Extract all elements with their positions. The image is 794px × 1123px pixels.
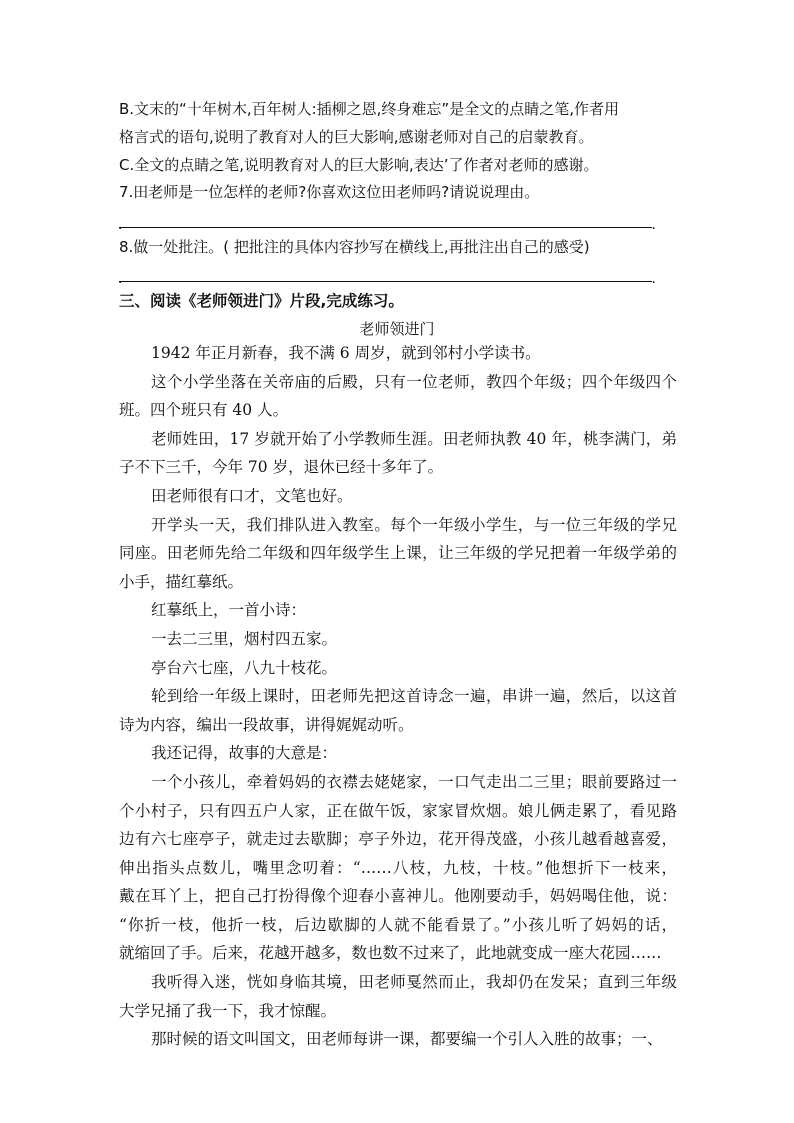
question-7: 7.田老师是一位怎样的老师?你喜欢这位田老师吗?请说说理由。 xyxy=(119,183,540,201)
passage-line: 同座。田老师先给二年级和四年级学生上课，让三年级的学兄把着一年级学弟的 xyxy=(119,544,677,563)
passage-line: 个小村子，只有四五户人家，正在做午饭，家家冒炊烟。娘儿俩走累了，看见路 xyxy=(119,801,677,820)
passage-line: 开学头一天，我们排队进入教室。每个一年级小学生，与一位三年级的学兄 xyxy=(151,515,677,534)
answer-line-dot-right: . xyxy=(651,271,656,287)
passage-line: 亭台六七座，八九十枝花。 xyxy=(151,658,338,677)
passage-line: 小手，描红摹纸。 xyxy=(119,572,244,591)
passage-line: 一个小孩儿，牵着妈妈的衣襟去姥姥家，一口气走出二三里；眼前要路过一 xyxy=(151,772,677,791)
answer-line-dot-right: . xyxy=(651,217,656,233)
option-b-line-2: 格言式的语句,说明了教育对人的巨大影响,感谢老师对自己的启蒙教育。 xyxy=(119,128,594,146)
passage-line: 那时候的语文叫国文，田老师每讲一课，都要编一个引人入胜的故事；一、 xyxy=(151,1030,663,1049)
passage-line: 一去二三里，烟村四五家。 xyxy=(151,629,338,648)
answer-line-dot-left: . xyxy=(118,217,123,233)
answer-line-dot-left: . xyxy=(118,271,123,287)
passage-line: 老师姓田，17 岁就开始了小学教师生涯。田老师执教 40 年，桃李满门，弟 xyxy=(151,429,677,448)
passage-line: 子不下三千，今年 70 岁，退休已经十多年了。 xyxy=(119,458,444,477)
passage-line: 红摹纸上，一首小诗： xyxy=(151,601,307,620)
passage-line: 1942 年正月新春，我不满 6 周岁，就到邻村小学读书。 xyxy=(151,344,541,362)
answer-line-q8[interactable] xyxy=(118,261,656,287)
passage-line: 戴在耳丫上，把自己打扮得像个迎春小喜神儿。他刚要动手，妈妈喝住他，说： xyxy=(119,887,677,906)
passage-line: 就缩回了手。后来，花越开越多，数也数不过来了，此地就变成一座大花园…… xyxy=(119,944,662,963)
passage-line: 田老师很有口才，文笔也好。 xyxy=(151,486,353,505)
passage-line: 我还记得，故事的大意是： xyxy=(151,744,338,763)
option-b-line-1: B.文末的“十年树木,百年树人:插柳之恩,终身难忘”是全文的点睛之笔,作者用 xyxy=(119,100,619,118)
passage-line: 班。四个班只有 40 人。 xyxy=(119,401,289,420)
answer-line-q7[interactable] xyxy=(118,207,656,233)
passage-title: 老师领进门 xyxy=(359,320,435,338)
passage-line: 大学兄捅了我一下，我才惊醒。 xyxy=(119,1001,337,1020)
question-8: 8.做一处批注。( 把批注的具体内容抄写在横线上,再批注出自己的感受) xyxy=(119,238,590,256)
passage-body xyxy=(119,339,677,1054)
section-heading: 三、阅读《老师领进门》片段,完成练习。 xyxy=(119,292,404,310)
passage-line: “你折一枝，他折一枝，后边歇脚的人就不能看景了。”小孩儿听了妈妈的话， xyxy=(119,915,677,934)
option-c-line: C.全文的点睛之笔,说明教育对人的巨大影响,表达’了作者对老师的感谢。 xyxy=(119,156,599,174)
passage-line: 轮到给一年级上课时，田老师先把这首诗念一遍，串讲一遍，然后，以这首 xyxy=(151,687,677,706)
passage-line: 我听得入迷，恍如身临其境，田老师戛然而止，我却仍在发呆；直到三年级 xyxy=(151,973,677,992)
passage-line: 伸出指头点数儿，嘴里念叨着：“……八枝，九枝，十枝。”他想折下一枝来， xyxy=(119,858,677,877)
passage-line: 边有六七座亭子，就走过去歇脚；亭子外边，花开得茂盛，小孩儿越看越喜爱， xyxy=(119,830,677,849)
passage-line: 诗为内容，编出一段故事，讲得娓娓动听。 xyxy=(119,715,414,734)
passage-line: 这个小学坐落在关帝庙的后殿，只有一位老师，教四个年级；四个年级四个 xyxy=(151,372,677,391)
